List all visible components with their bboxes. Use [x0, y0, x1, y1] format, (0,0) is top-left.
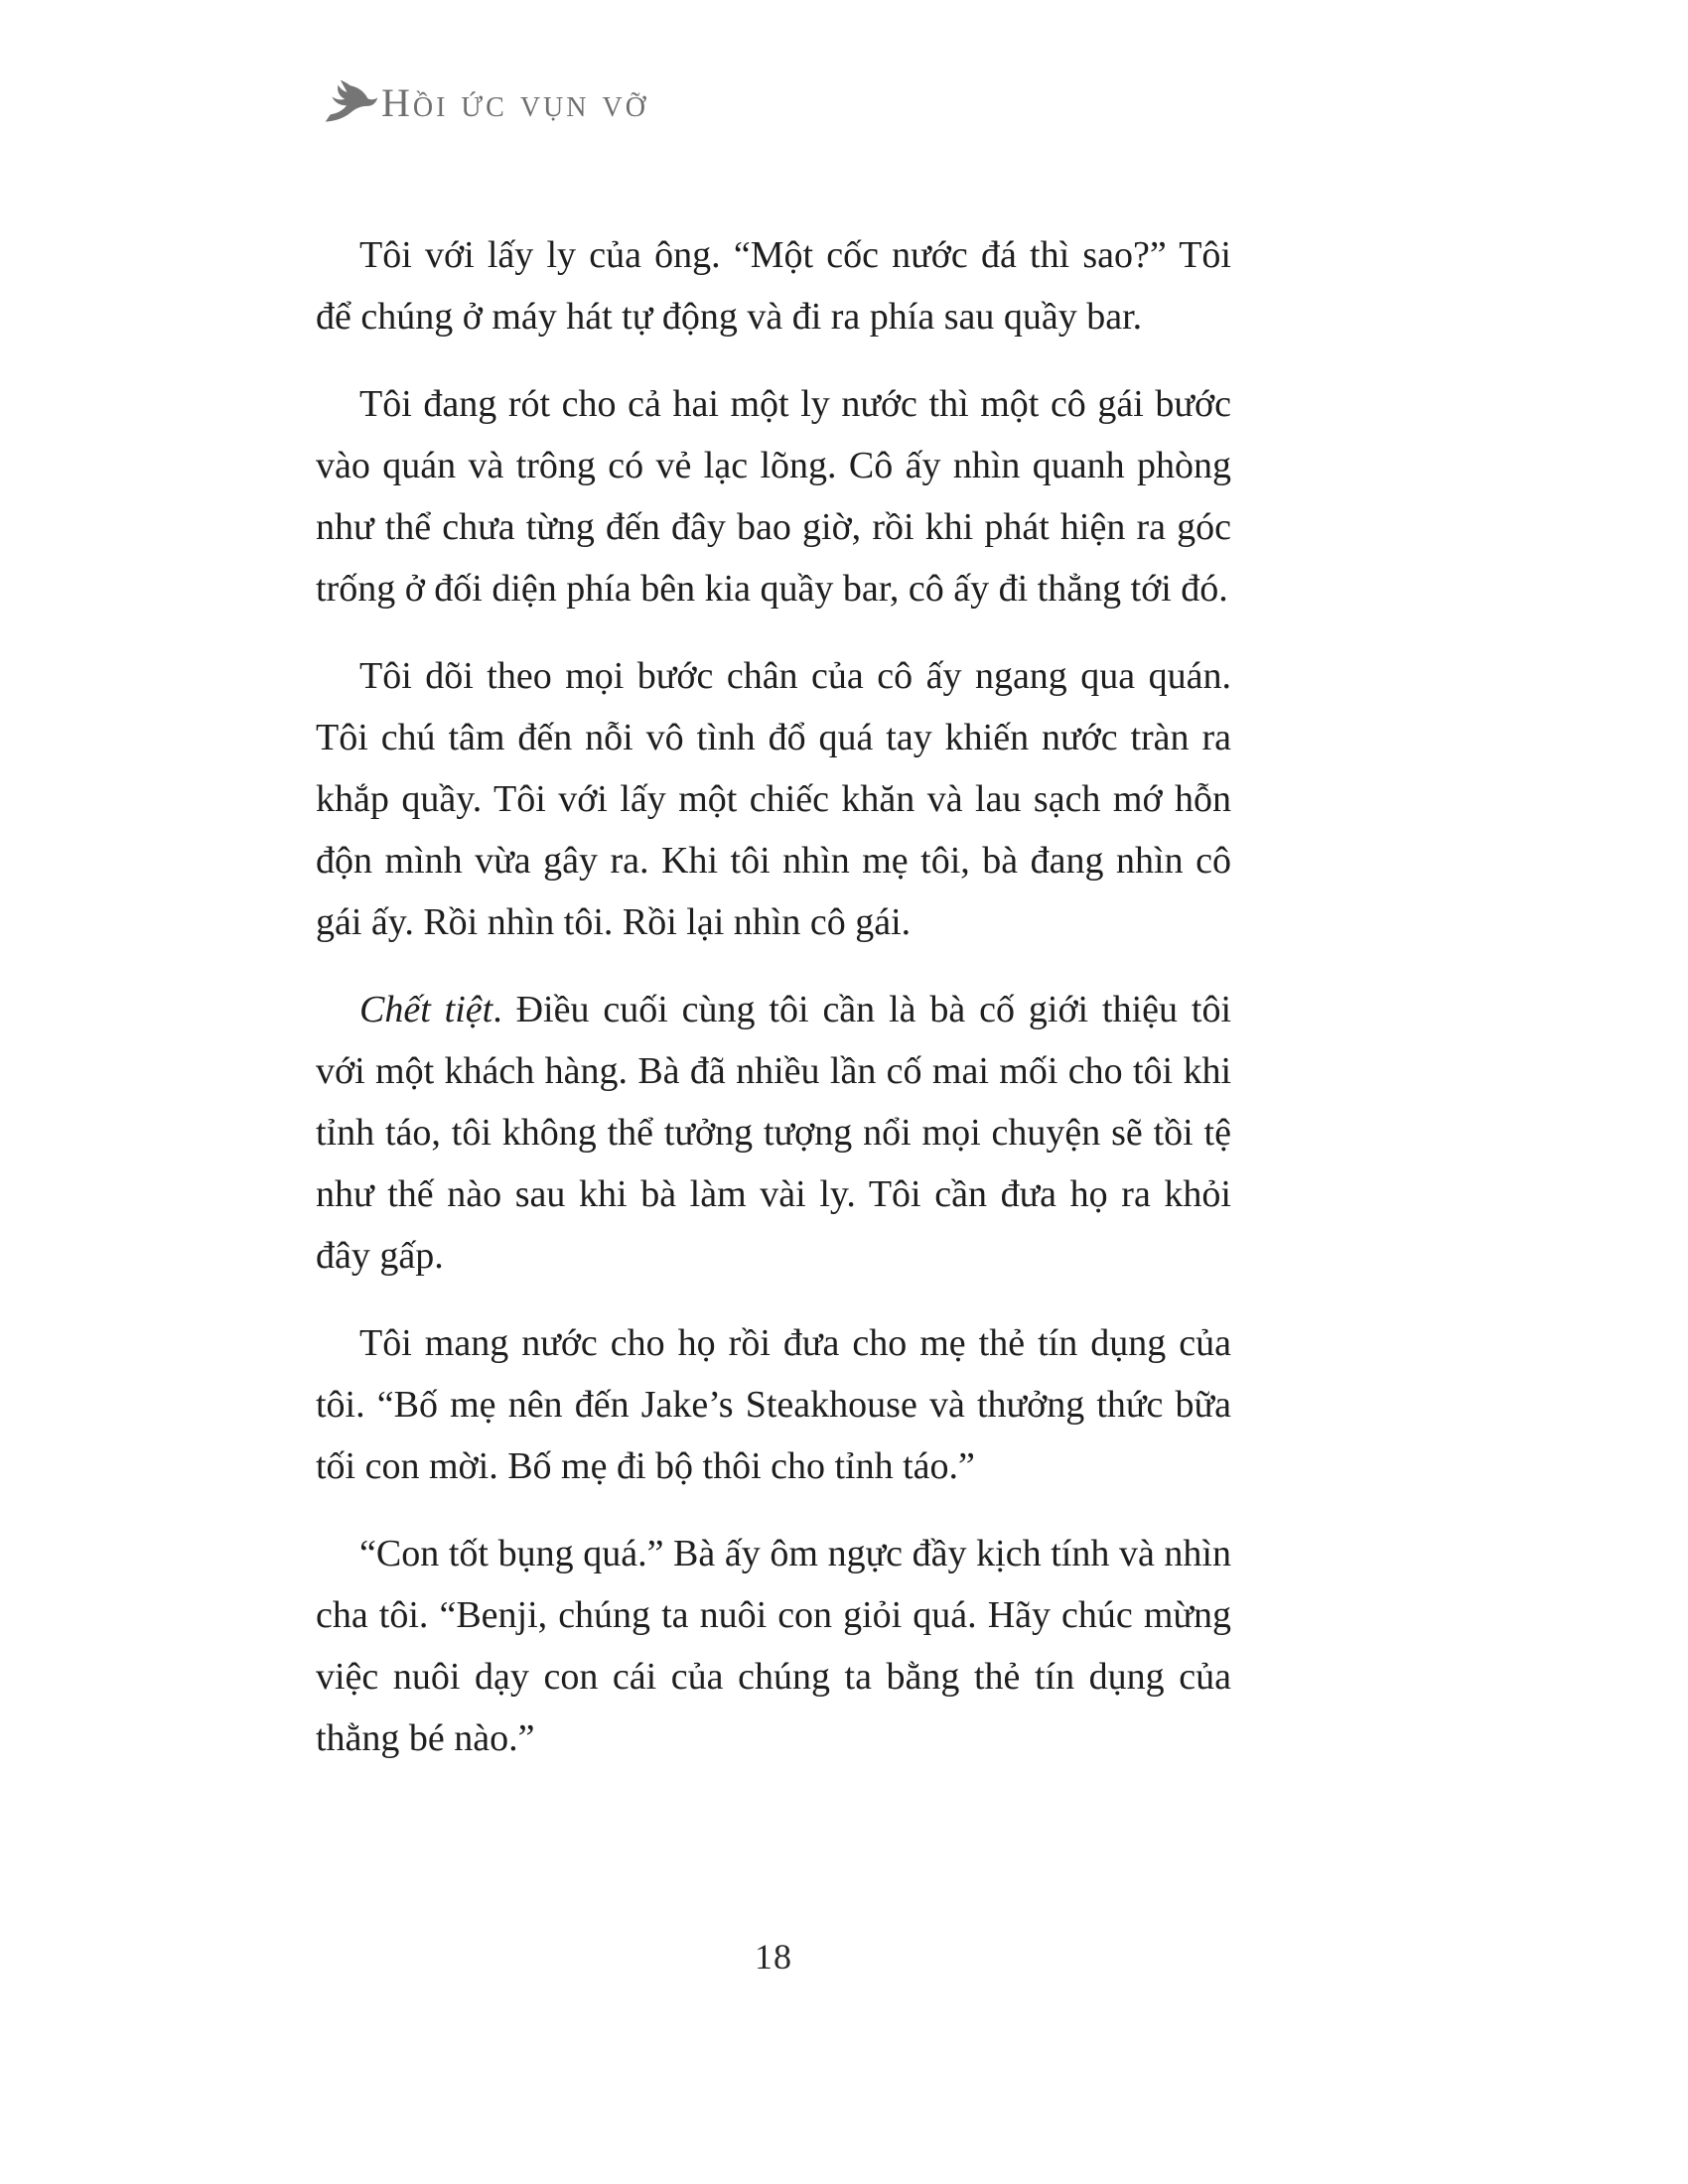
paragraph [316, 373, 1231, 619]
running-header [324, 77, 648, 123]
text-run: “Con tốt bụng quá.” Bà ấy ôm ngực đầy kịch tính và nhìn cha tôi. “Benji, chúng ta nuôi con giỏi quá. Hãy chúc mừng việc nuôi dạy con cái của chúng ta bằng thẻ tín dụng của thằng bé nào.” [316, 1533, 1231, 1759]
text-run: Tôi mang nước cho họ rồi đưa cho mẹ thẻ tín dụng của tôi. “Bố mẹ nên đến Jake’s Steakhouse và thưởng thức bữa tối con mời. Bố mẹ đi bộ thôi cho tỉnh táo.” [316, 1322, 1231, 1487]
paragraph [316, 979, 1231, 1287]
page-number: 18 [755, 1937, 792, 1977]
paragraph [316, 1523, 1231, 1769]
paragraph [316, 224, 1231, 347]
paragraph [316, 645, 1231, 953]
text-run: Tôi dõi theo mọi bước chân của cô ấy ngang qua quán. Tôi chú tâm đến nỗi vô tình đổ quá tay khiến nước tràn ra khắp quầy. Tôi với lấy một chiếc khăn và lau sạch mớ hỗn độn mình vừa gây ra. Khi tôi nhìn mẹ tôi, bà đang nhìn cô gái ấy. Rồi nhìn tôi. Rồi lại nhìn cô gái. [316, 655, 1231, 943]
text-run: . Điều cuối cùng tôi cần là bà cố giới thiệu tôi với một khách hàng. Bà đã nhiều lần cố mai mối cho tôi khi tỉnh táo, tôi không thể tưởng tượng nổi mọi chuyện sẽ tồi tệ như thế nào sau khi bà làm vài ly. Tôi cần đưa họ ra khỏi đây gấp. [316, 989, 1231, 1277]
dove-icon [324, 77, 379, 127]
text-run: Tôi đang rót cho cả hai một ly nước thì một cô gái bước vào quán và trông có vẻ lạc lõng. Cô ấy nhìn quanh phòng như thể chưa từng đến đây bao giờ, rồi khi phát hiện ra góc trống ở đối diện phía bên kia quầy bar, cô ấy đi thẳng tới đó. [316, 383, 1231, 610]
text-run: Tôi với lấy ly của ông. “Một cốc nước đá thì sao?” Tôi để chúng ở máy hát tự động và đi ra phía sau quầy bar. [316, 234, 1231, 338]
paragraph [316, 1312, 1231, 1497]
page-body [316, 224, 1231, 1795]
book-title: Hồi ức vụn vỡ [381, 80, 648, 125]
italic-run: Chết tiệt [359, 989, 493, 1030]
